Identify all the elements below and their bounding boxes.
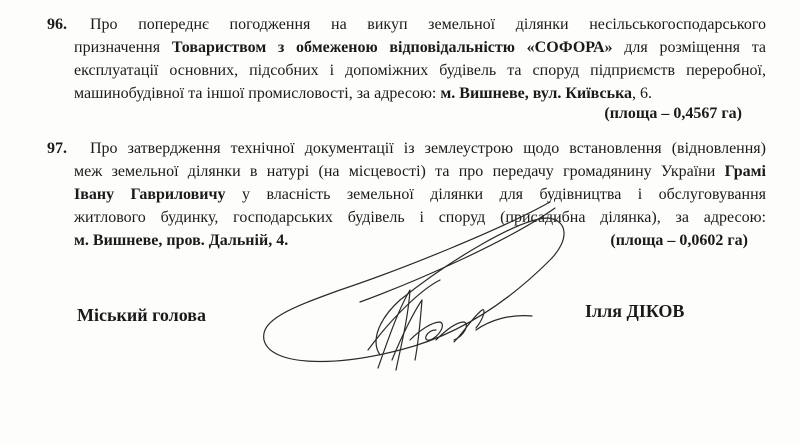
person-name: Івану Гавриловичу — [74, 186, 226, 203]
text-segment: меж земельної ділянки в натурі (на місцевості) та про передачу громадянину України — [74, 163, 725, 180]
handwritten-signature — [250, 190, 590, 380]
text-segment: призначення — [74, 39, 172, 56]
item-number: 97. — [47, 140, 67, 157]
text-segment: у власність земельної ділянки для будівництва і обслуговування — [225, 186, 766, 203]
text-segment: для розміщення та — [612, 39, 766, 56]
item-text-line — [90, 15, 766, 35]
item-text-line — [74, 84, 652, 104]
address: м. Вишневе, вул. Київська — [440, 85, 633, 102]
text-segment: , 6. — [632, 85, 653, 102]
text-segment: Про попереднє погодження на викуп земельної ділянки несільськогосподарського — [90, 16, 766, 33]
text-segment: житлового будинку, господарських будівель і споруд (присадибна ділянка), за адресою: — [74, 209, 766, 226]
item-text-line — [90, 139, 766, 159]
text-segment: експлуатації основних, підсобних і допоміжних будівель та споруд підприємств переробної, — [74, 62, 766, 79]
item-text-line — [74, 38, 766, 58]
address: м. Вишневе, пров. Дальній, 4. — [74, 232, 289, 249]
area-label: (площа – 0,0602 га) — [610, 232, 748, 249]
item-number: 96. — [47, 16, 67, 33]
text-segment: машинобудівної та іншої промисловості, за адресою: — [74, 85, 441, 102]
company-name: Товариством з обмеженою відповідальністю «СОФОРА» — [171, 39, 613, 56]
mayor-name: Ілля ДІКОВ — [585, 301, 685, 321]
person-surname: Грамі — [724, 163, 766, 180]
text-segment: Про затвердження технічної документації із землеустрою щодо встановлення (відновлення) — [90, 140, 766, 157]
area-label: (площа – 0,4567 га) — [604, 105, 742, 122]
item-text-line — [74, 61, 766, 81]
mayor-title: Міський голова — [77, 305, 206, 325]
item-text-line — [74, 162, 766, 182]
